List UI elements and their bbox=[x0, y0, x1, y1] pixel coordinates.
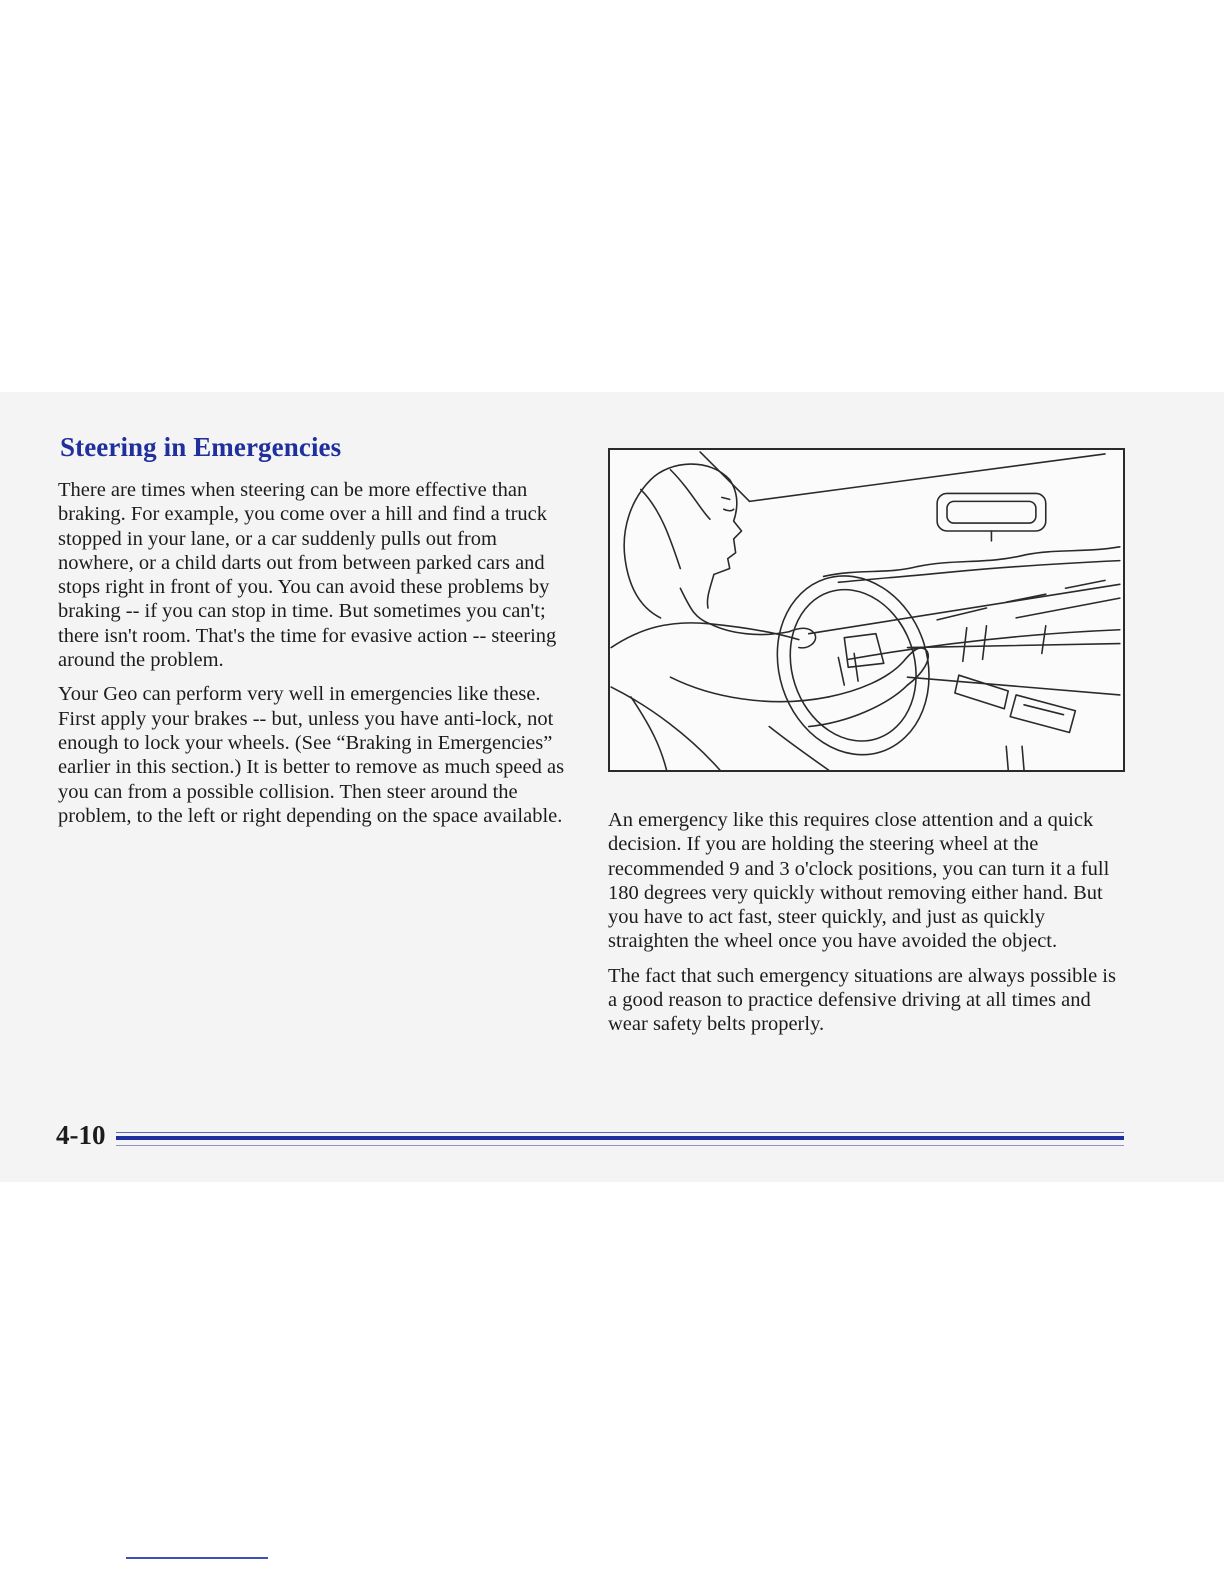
right-column bbox=[608, 808, 1123, 1047]
page-number: 4-10 bbox=[56, 1120, 106, 1150]
footer-rule bbox=[116, 1132, 1124, 1133]
section-heading: Steering in Emergencies bbox=[60, 432, 342, 462]
footer-rule bbox=[116, 1136, 1124, 1140]
left-column bbox=[58, 478, 570, 838]
scan-mark bbox=[126, 1557, 268, 1559]
paragraph: There are times when steering can be more effective than braking. For example, you come over a hill and find a truck stopped in your lane, or a car suddenly pulls out from nowhere, or a child darts out from between parked cars and stops right in front of you. You can avoid these problems by braking -- if you can stop in time. But sometimes you can't; there isn't room. That's the time for evasive action -- steering around the problem. bbox=[58, 479, 557, 672]
paragraph: Your Geo can perform very well in emergencies like these. First apply your brakes -- but, unless you have anti-lock, not enough to lock your wheels. (See “Braking in Emergencies” earlier in this section.) It is better to remove as much speed as you can from a possible collision. Then steer around the problem, to the left or right depending on the space available. bbox=[58, 683, 565, 827]
car-interior-icon bbox=[610, 450, 1123, 770]
footer-rule bbox=[116, 1145, 1124, 1146]
paragraph: The fact that such emergency situations are always possible is a good reason to practice defensive driving at all times and wear safety belts properly. bbox=[608, 964, 1116, 1036]
paragraph: An emergency like this requires close attention and a quick decision. If you are holding the steering wheel at the recommended 9 and 3 o'clock positions, you can turn it a full 180 degrees very quickly without removing either hand. But you have to act fast, steer quickly, and just as quickly straighten the wheel once you have avoided the object. bbox=[608, 809, 1110, 953]
driver-steering-illustration bbox=[608, 448, 1125, 772]
